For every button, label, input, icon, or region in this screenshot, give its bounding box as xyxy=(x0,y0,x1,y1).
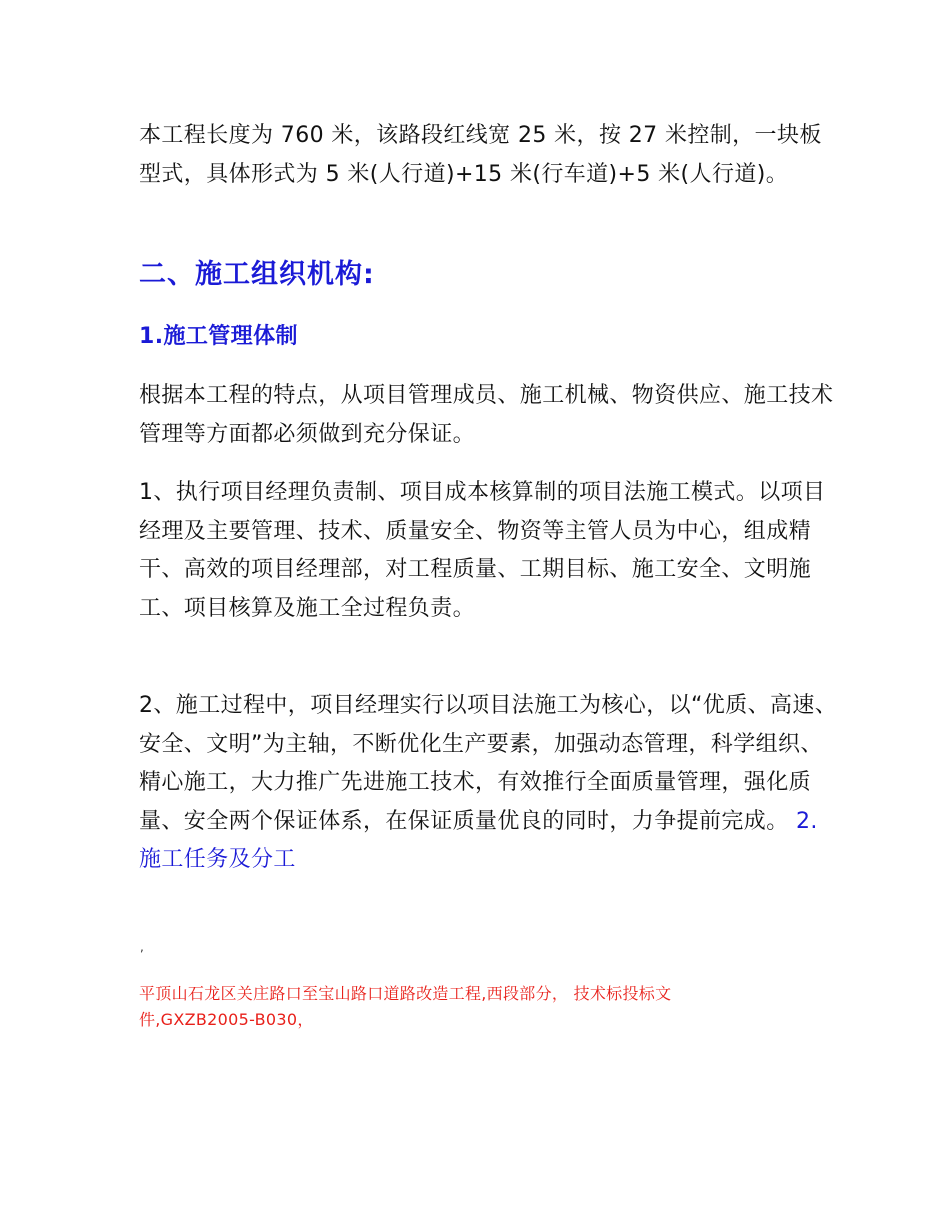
paragraph-item-2-text: 2、施工过程中，项目经理实行以项目法施工为核心，以“优质、高速、安全、文明”为主轴，不断优化生产要素，加强动态管理，科学组织、精心施工，大力推广先进施工技术，有效推行全面质量管理，强化质量、安全两个保证体系，在保证质量优良的同时，力争提前完成。 xyxy=(139,693,838,834)
paragraph-item-1: 1、执行项目经理负责制、项目成本核算制的项目法施工模式。以项目经理及主要管理、技术、质量安全、物资等主管人员为中心，组成精干、高效的项目经理部，对工程质量、工期目标、施工安全、文明施工、项目核算及施工全过程负责。 xyxy=(139,480,826,621)
paragraph-item-2 xyxy=(139,687,839,880)
document-footer: 平顶山石龙区关庄路口至宝山路口道路改造工程,西段部分， 技术标投标文件,GXZB2005-B030， xyxy=(139,984,672,1029)
paragraph-basis: 根据本工程的特点，从项目管理成员、施工机械、物资供应、施工技术管理等方面都必须做到充分保证。 xyxy=(139,383,834,447)
stray-mark: , xyxy=(140,940,144,954)
subsection-heading-management: 1.施工管理体制 xyxy=(139,324,298,349)
paragraph-intro: 本工程长度为 760 米，该路段红线宽 25 米，按 27 米控制，一块板型式，具体形式为 5 米(人行道)+15 米(行车道)+5 米(人行道)。 xyxy=(139,123,822,187)
section-heading: 二、施工组织机构: xyxy=(139,259,375,290)
subsection-heading-tasks: 2.施工任务及分工 xyxy=(139,808,818,872)
